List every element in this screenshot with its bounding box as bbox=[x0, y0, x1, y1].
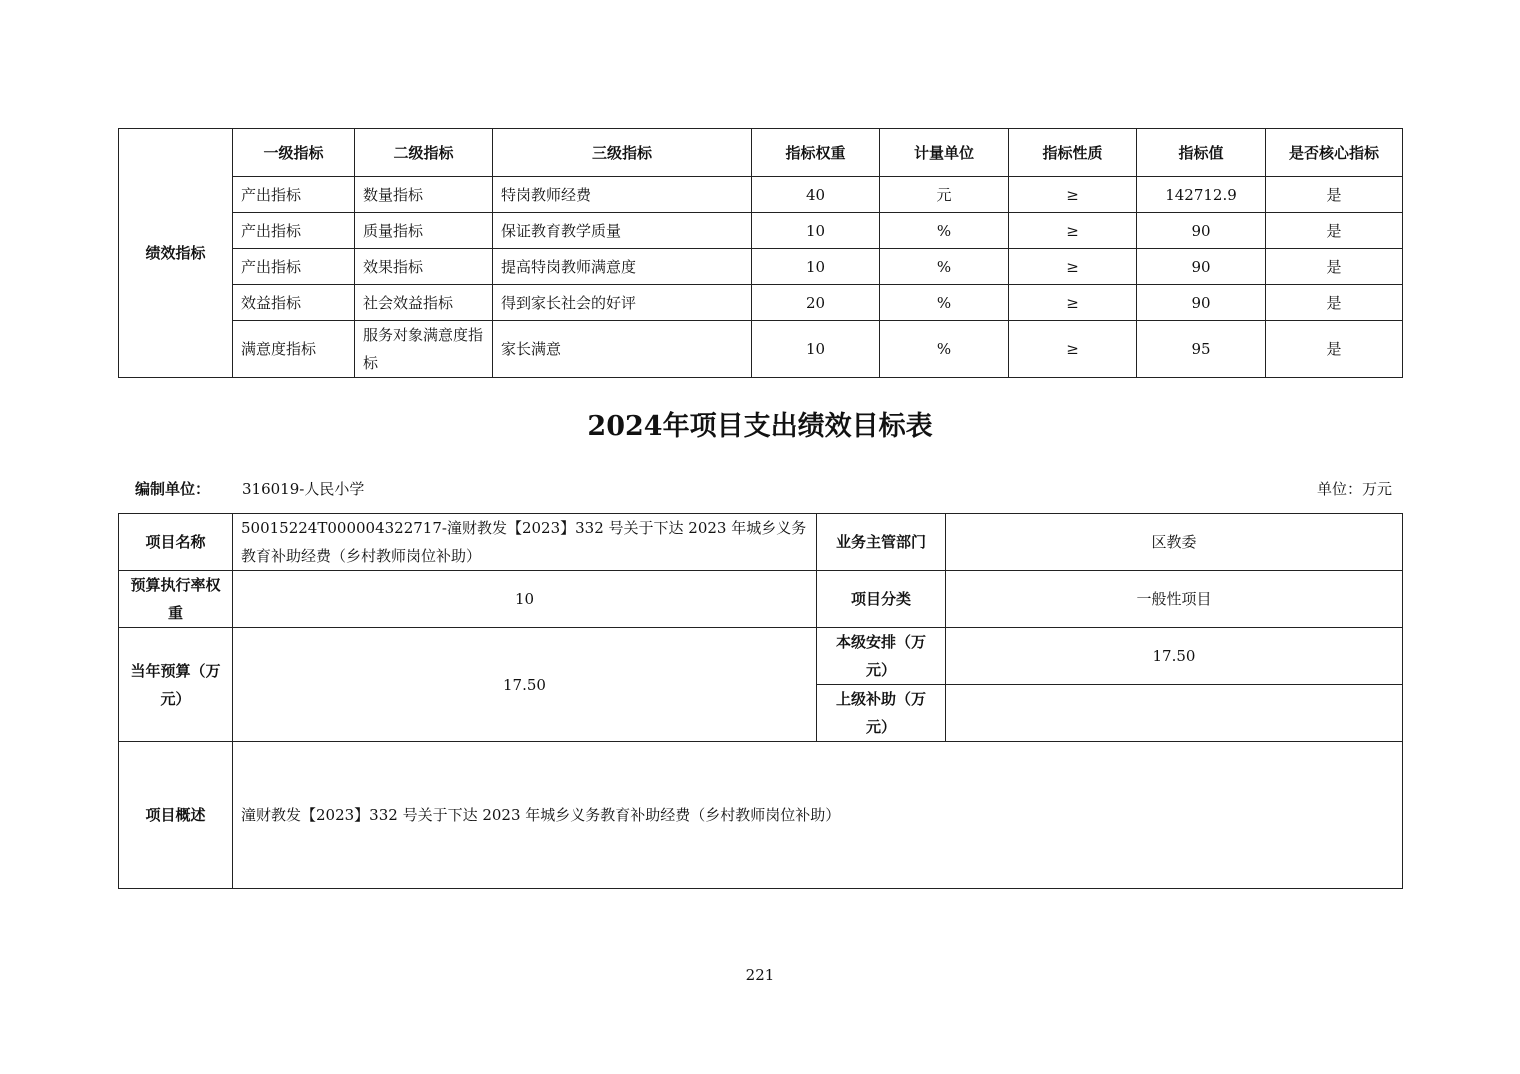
level3-cell: 保证教育教学质量 bbox=[493, 213, 752, 249]
unit-cell: % bbox=[880, 213, 1009, 249]
unit-cell: % bbox=[880, 285, 1009, 321]
header-value: 指标值 bbox=[1137, 129, 1266, 177]
level3-cell: 得到家长社会的好评 bbox=[493, 285, 752, 321]
project-info-table bbox=[118, 513, 1403, 889]
upper-funding-label: 上级补助（万元） bbox=[817, 685, 946, 742]
level2-cell: 服务对象满意度指标 bbox=[355, 321, 493, 378]
level2-cell: 效果指标 bbox=[355, 249, 493, 285]
unit-cell: % bbox=[880, 249, 1009, 285]
level1-cell: 产出指标 bbox=[233, 249, 355, 285]
level3-cell: 家长满意 bbox=[493, 321, 752, 378]
category-value: 一般性项目 bbox=[946, 571, 1403, 628]
value-cell: 90 bbox=[1137, 285, 1266, 321]
level2-cell: 质量指标 bbox=[355, 213, 493, 249]
weight-cell: 10 bbox=[752, 321, 880, 378]
core-cell: 是 bbox=[1266, 321, 1403, 378]
level3-cell: 特岗教师经费 bbox=[493, 177, 752, 213]
org-value: 316019-人民小学 bbox=[242, 480, 365, 498]
project-name-label: 项目名称 bbox=[119, 514, 233, 571]
level1-cell: 产出指标 bbox=[233, 213, 355, 249]
page-title: 2024年项目支出绩效目标表 bbox=[587, 411, 933, 442]
level2-cell: 社会效益指标 bbox=[355, 285, 493, 321]
performance-indicators-table bbox=[118, 128, 1403, 378]
header-level1: 一级指标 bbox=[233, 129, 355, 177]
table-row bbox=[119, 249, 1403, 285]
local-funding-value: 17.50 bbox=[946, 628, 1403, 685]
header-core: 是否核心指标 bbox=[1266, 129, 1403, 177]
level1-cell: 满意度指标 bbox=[233, 321, 355, 378]
weight-cell: 10 bbox=[752, 249, 880, 285]
table-row bbox=[119, 213, 1403, 249]
upper-funding-value bbox=[946, 685, 1403, 742]
level1-cell: 产出指标 bbox=[233, 177, 355, 213]
dept-label: 业务主管部门 bbox=[817, 514, 946, 571]
nature-cell: ≥ bbox=[1009, 285, 1137, 321]
dept-value: 区教委 bbox=[946, 514, 1403, 571]
unit-note: 单位：万元 bbox=[1316, 480, 1392, 498]
core-cell: 是 bbox=[1266, 213, 1403, 249]
page-number: 221 bbox=[745, 966, 775, 984]
summary-label: 项目概述 bbox=[119, 742, 233, 889]
rate-weight-value: 10 bbox=[233, 571, 817, 628]
core-cell: 是 bbox=[1266, 177, 1403, 213]
header-level3: 三级指标 bbox=[493, 129, 752, 177]
value-cell: 142712.9 bbox=[1137, 177, 1266, 213]
summary-value: 潼财教发【2023】332 号关于下达 2023 年城乡义务教育补助经费（乡村教师岗位补助） bbox=[233, 742, 1403, 889]
nature-cell: ≥ bbox=[1009, 213, 1137, 249]
value-cell: 90 bbox=[1137, 249, 1266, 285]
budget-label: 当年预算（万元） bbox=[119, 628, 233, 742]
nature-cell: ≥ bbox=[1009, 321, 1137, 378]
local-funding-label: 本级安排（万元） bbox=[817, 628, 946, 685]
weight-cell: 20 bbox=[752, 285, 880, 321]
table-row bbox=[119, 321, 1403, 378]
core-cell: 是 bbox=[1266, 249, 1403, 285]
performance-row-label: 绩效指标 bbox=[119, 129, 233, 378]
weight-cell: 40 bbox=[752, 177, 880, 213]
level3-cell: 提高特岗教师满意度 bbox=[493, 249, 752, 285]
rate-weight-label: 预算执行率权重 bbox=[119, 571, 233, 628]
category-label: 项目分类 bbox=[817, 571, 946, 628]
core-cell: 是 bbox=[1266, 285, 1403, 321]
header-nature: 指标性质 bbox=[1009, 129, 1137, 177]
nature-cell: ≥ bbox=[1009, 249, 1137, 285]
org-label: 编制单位： bbox=[135, 480, 211, 498]
value-cell: 95 bbox=[1137, 321, 1266, 378]
header-level2: 二级指标 bbox=[355, 129, 493, 177]
unit-cell: 元 bbox=[880, 177, 1009, 213]
value-cell: 90 bbox=[1137, 213, 1266, 249]
level1-cell: 效益指标 bbox=[233, 285, 355, 321]
nature-cell: ≥ bbox=[1009, 177, 1137, 213]
budget-value: 17.50 bbox=[233, 628, 817, 742]
header-unit: 计量单位 bbox=[880, 129, 1009, 177]
unit-cell: % bbox=[880, 321, 1009, 378]
table-row bbox=[119, 177, 1403, 213]
weight-cell: 10 bbox=[752, 213, 880, 249]
level2-cell: 数量指标 bbox=[355, 177, 493, 213]
project-name-value: 50015224T000004322717-潼财教发【2023】332 号关于下达 2023 年城乡义务教育补助经费（乡村教师岗位补助） bbox=[233, 514, 817, 571]
table-row bbox=[119, 285, 1403, 321]
header-weight: 指标权重 bbox=[752, 129, 880, 177]
